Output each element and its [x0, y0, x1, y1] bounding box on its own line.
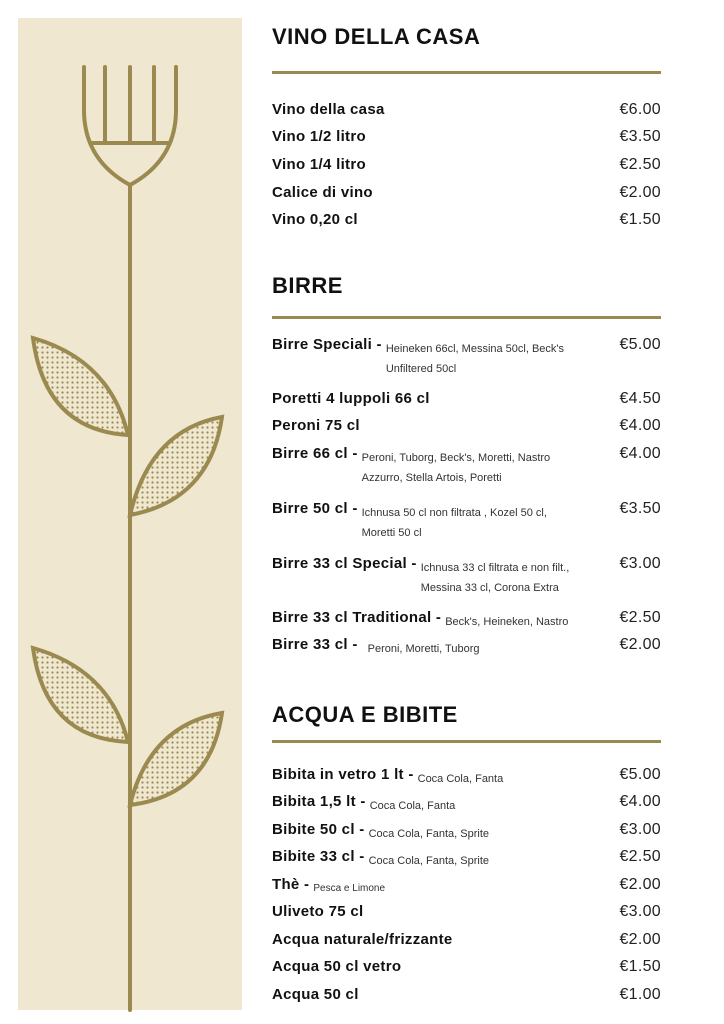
item-name: Bibite 33 cl -	[272, 848, 365, 865]
menu-item	[272, 184, 661, 202]
item-name: Birre 50 cl -	[272, 500, 358, 517]
item-price: €1.00	[619, 986, 661, 1003]
item-name: Calice di vino	[272, 184, 373, 201]
divider	[272, 316, 661, 319]
item-price: €3.50	[619, 500, 661, 517]
item-name: Vino 1/2 litro	[272, 128, 366, 145]
item-name: Birre Speciali -	[272, 336, 382, 353]
menu-item	[272, 876, 661, 899]
item-name: Vino 1/4 litro	[272, 156, 366, 173]
divider	[272, 71, 661, 74]
item-name: Birre 33 cl Traditional -	[272, 609, 442, 626]
menu-item	[272, 609, 661, 632]
menu-item	[272, 390, 661, 408]
item-name: Birre 33 cl -	[272, 636, 358, 653]
menu-item	[272, 958, 661, 976]
item-name: Acqua naturale/frizzante	[272, 931, 453, 948]
item-description: Peroni, Moretti, Tuborg	[367, 643, 480, 655]
menu-item	[272, 848, 661, 871]
item-name: Thè -	[272, 876, 310, 893]
menu-item	[272, 156, 661, 174]
menu-item	[272, 931, 661, 949]
menu-item	[272, 417, 661, 435]
item-name: Acqua 50 cl vetro	[272, 958, 402, 975]
item-price: €1.50	[619, 958, 661, 975]
menu-item	[272, 128, 661, 146]
menu-item	[272, 636, 661, 659]
item-price: €4.00	[619, 793, 661, 810]
item-name: Birre 66 cl -	[272, 445, 358, 462]
item-price: €2.00	[619, 636, 661, 653]
item-price: €1.50	[619, 211, 661, 228]
item-name: Bibita in vetro 1 lt -	[272, 766, 414, 783]
menu-item	[272, 986, 661, 1004]
item-name: Bibite 50 cl -	[272, 821, 365, 838]
item-name: Uliveto 75 cl	[272, 903, 364, 920]
item-description: Ichnusa 50 cl non filtrata , Kozel 50 cl, Moretti 50 cl	[361, 507, 547, 539]
item-price: €2.00	[619, 876, 661, 893]
item-price: €6.00	[619, 101, 661, 118]
item-price: €2.00	[619, 184, 661, 201]
item-description: Coca Cola, Fanta	[369, 800, 456, 812]
menu-item	[272, 555, 661, 598]
item-price: €3.00	[619, 555, 661, 572]
item-price: €3.00	[619, 821, 661, 838]
item-name: Vino 0,20 cl	[272, 211, 358, 228]
section-title-birre: BIRRE	[272, 273, 343, 298]
item-price: €3.00	[619, 903, 661, 920]
item-price: €2.50	[619, 848, 661, 865]
item-description: Coca Cola, Fanta, Sprite	[368, 855, 490, 867]
item-description: Ichnusa 33 cl filtrata e non filt., Messina 33 cl, Corona Extra	[420, 562, 570, 594]
item-name: Birre 33 cl Special -	[272, 555, 417, 572]
item-name: Acqua 50 cl	[272, 986, 359, 1003]
item-price: €4.50	[619, 390, 661, 407]
fork-plant-illustration-icon	[0, 0, 250, 1024]
section-title-vino: VINO DELLA CASA	[272, 24, 481, 49]
item-description: Peroni, Tuborg, Beck's, Moretti, Nastro Azzurro, Stella Artois, Poretti	[361, 452, 551, 484]
item-description: Coca Cola, Fanta	[417, 773, 504, 785]
divider	[272, 740, 661, 743]
item-price: €3.50	[619, 128, 661, 145]
item-description: Beck's, Heineken, Nastro	[445, 616, 569, 628]
item-description: Pesca e Limone	[313, 883, 386, 894]
item-price: €2.00	[619, 931, 661, 948]
item-name: Bibita 1,5 lt -	[272, 793, 366, 810]
item-price: €2.50	[619, 609, 661, 626]
menu-item	[272, 445, 661, 488]
item-price: €5.00	[619, 336, 661, 353]
item-description: Heineken 66cl, Messina 50cl, Beck's Unfiltered 50cl	[385, 343, 565, 375]
menu-item	[272, 101, 661, 119]
section-title-acqua-bibite: ACQUA E BIBITE	[272, 702, 458, 727]
item-price: €4.00	[619, 417, 661, 434]
item-price: €4.00	[619, 445, 661, 462]
item-description: Coca Cola, Fanta, Sprite	[368, 828, 490, 840]
item-name: Poretti 4 luppoli 66 cl	[272, 390, 430, 407]
item-name: Vino della casa	[272, 101, 385, 118]
menu-item	[272, 336, 661, 379]
menu-item	[272, 211, 661, 229]
menu-item	[272, 903, 661, 921]
item-price: €2.50	[619, 156, 661, 173]
item-name: Peroni 75 cl	[272, 417, 360, 434]
menu-item	[272, 821, 661, 844]
menu-item	[272, 766, 661, 789]
item-price: €5.00	[619, 766, 661, 783]
menu-item	[272, 500, 661, 543]
menu-item	[272, 793, 661, 816]
